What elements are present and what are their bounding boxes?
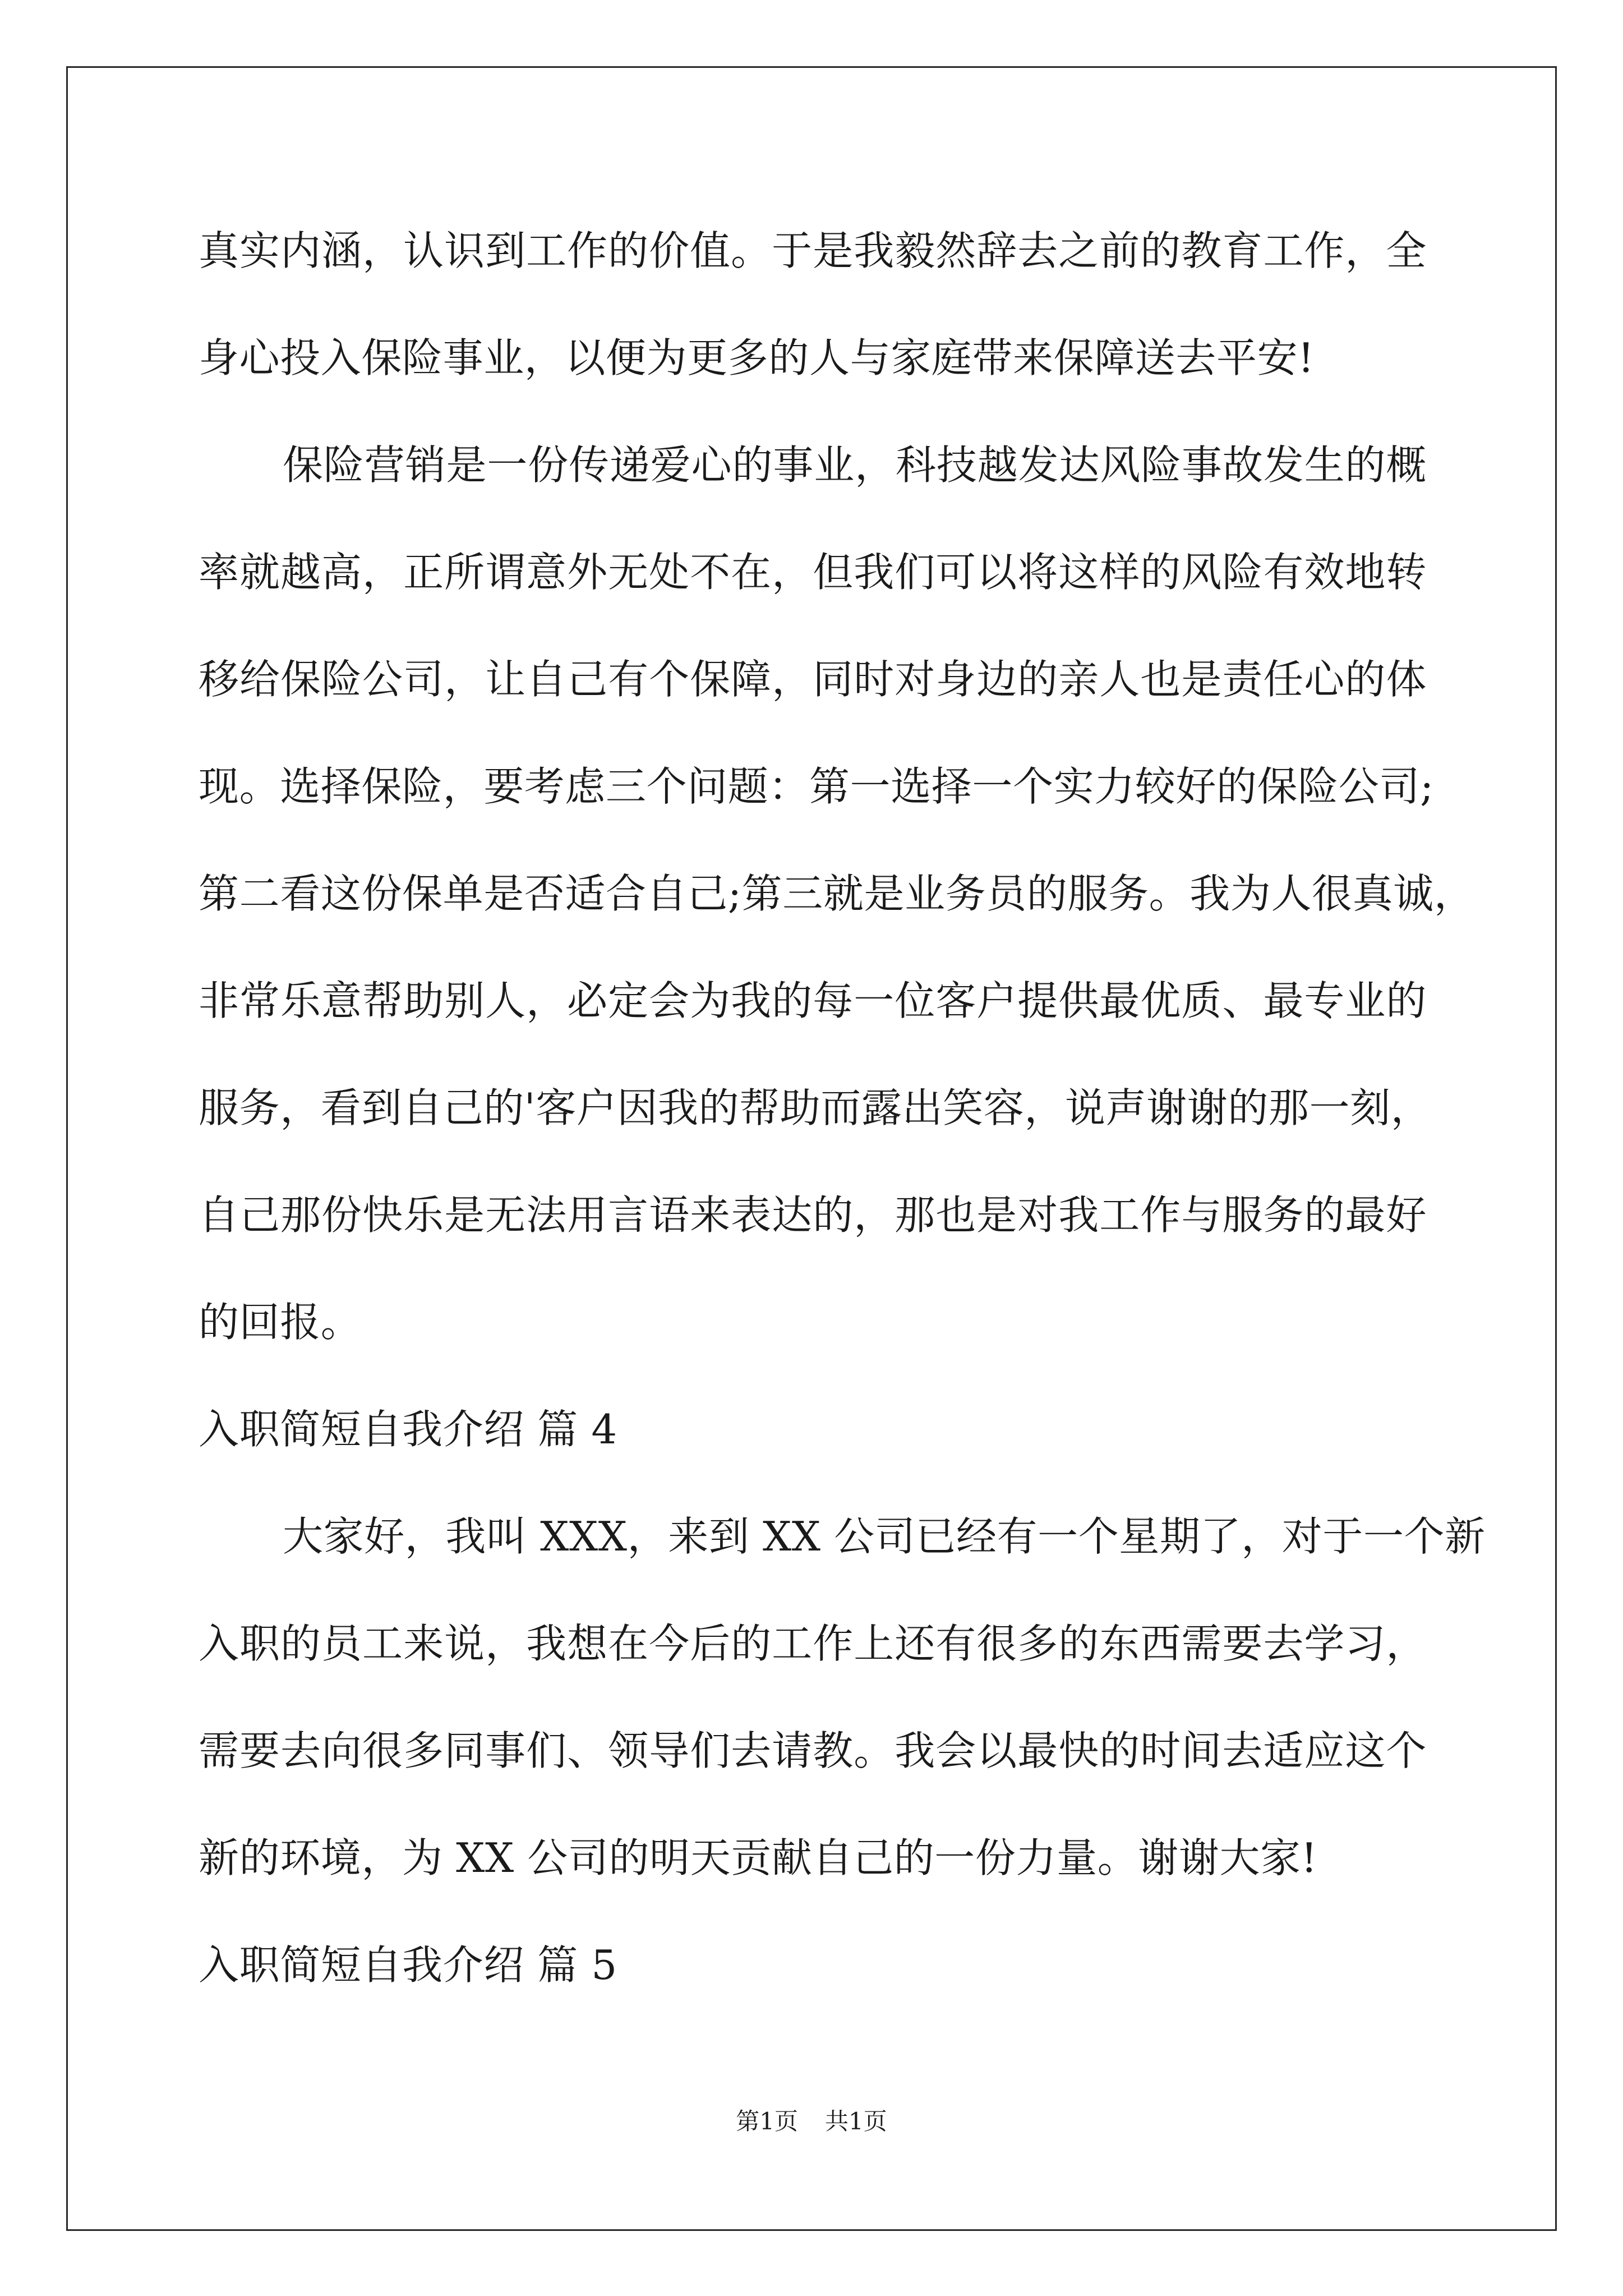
text-line: 第二看这份保单是否适合自己;第三就是业务员的服务。我为人很真诚， [199,870,1475,917]
text-line: 自己那份快乐是无法用言语来表达的，那也是对我工作与服务的最好 [199,1191,1427,1239]
section-heading: 入职简短自我介绍 篇 5 [199,1941,617,1989]
text-line: 的回报。 [199,1299,362,1346]
text-line: 入职的员工来说，我想在今后的工作上还有很多的东西需要去学习， [199,1620,1427,1667]
section-heading: 入职简短自我介绍 篇 4 [199,1406,617,1453]
text-line: 身心投入保险事业，以便为更多的人与家庭带来保障送去平安! [199,334,1315,381]
text-line: 新的环境，为 XX 公司的明天贡献自己的一份力量。谢谢大家! [199,1834,1318,1881]
text-line: 保险营销是一份传递爱心的事业，科技越发达风险事故发生的概 [283,441,1427,489]
page-total: 共1页 [825,2108,887,2135]
document-body [199,220,1486,2041]
page-number: 第1页 [736,2108,798,2135]
text-line: 移给保险公司，让自己有个保障，同时对身边的亲人也是责任心的体 [199,656,1427,703]
text-line: 现。选择保险，要考虑三个问题：第一选择一个实力较好的保险公司; [199,763,1434,810]
text-line: 真实内涵，认识到工作的价值。于是我毅然辞去之前的教育工作，全 [199,227,1427,274]
text-line: 大家好，我叫 XXX，来到 XX 公司已经有一个星期了，对于一个新 [283,1513,1486,1560]
page-footer [0,2105,1623,2138]
text-line: 率就越高，正所谓意外无处不在，但我们可以将这样的风险有效地转 [199,549,1427,596]
text-line: 服务，看到自己的'客户因我的帮助而露出笑容，说声谢谢的那一刻， [199,1084,1432,1131]
text-line: 需要去向很多同事们、领导们去请教。我会以最快的时间去适应这个 [199,1727,1427,1774]
text-line: 非常乐意帮助别人，必定会为我的每一位客户提供最优质、最专业的 [199,977,1427,1024]
